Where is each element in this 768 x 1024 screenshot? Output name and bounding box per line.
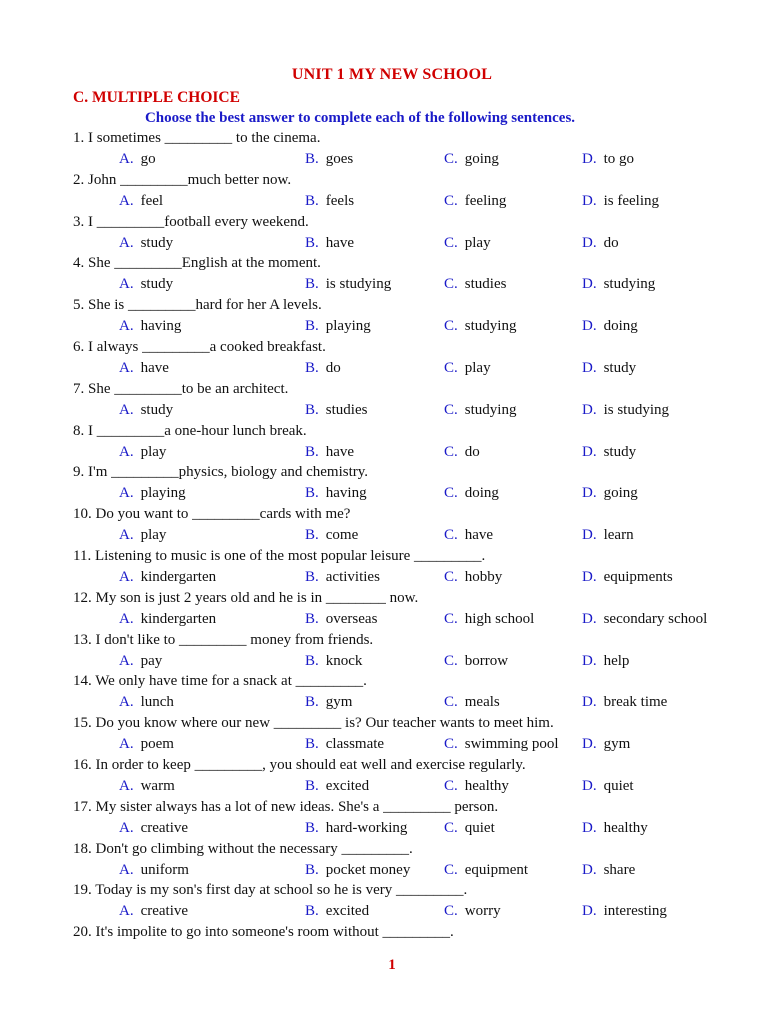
- option-text: studies: [325, 401, 368, 418]
- answer-option: [119, 651, 162, 671]
- option-letter: C.: [444, 401, 458, 418]
- option-text: do: [603, 234, 619, 251]
- answer-option: [444, 274, 506, 294]
- option-text: creative: [140, 903, 189, 920]
- option-letter: A.: [119, 443, 134, 460]
- option-letter: B.: [305, 443, 319, 460]
- option-letter: C.: [444, 234, 458, 251]
- option-text: poem: [140, 736, 174, 753]
- answer-option: [305, 901, 369, 921]
- option-letter: D.: [582, 527, 597, 544]
- option-text: hobby: [464, 569, 503, 585]
- answer-option: [444, 525, 493, 545]
- answer-option: [444, 818, 495, 838]
- option-text: healthy: [603, 819, 648, 836]
- question-text: 2. John _________much better now.: [73, 171, 292, 188]
- question-text: 18. Don't go climbing without the necessary _________.: [73, 840, 413, 857]
- answer-option: [444, 233, 491, 253]
- option-letter: C.: [444, 192, 458, 209]
- option-letter: B.: [305, 819, 319, 836]
- option-letter: A.: [119, 527, 134, 544]
- option-text: play: [464, 234, 491, 251]
- option-letter: B.: [305, 151, 319, 167]
- option-letter: A.: [119, 234, 134, 251]
- option-letter: D.: [582, 234, 597, 251]
- question-text: 16. In order to keep _________, you should eat well and exercise regularly.: [73, 757, 526, 773]
- question-text: 8. I _________a one-hour lunch break.: [73, 422, 307, 439]
- answer-option: [119, 316, 181, 336]
- option-text: lunch: [140, 694, 174, 711]
- answer-option: [582, 525, 634, 545]
- option-letter: B.: [305, 234, 319, 251]
- option-letter: B.: [305, 903, 319, 920]
- option-letter: C.: [444, 527, 458, 544]
- option-text: play: [140, 443, 167, 460]
- option-letter: A.: [119, 736, 134, 753]
- answer-option: [119, 525, 166, 545]
- option-letter: C.: [444, 276, 458, 293]
- option-letter: C.: [444, 443, 458, 460]
- option-letter: A.: [119, 151, 134, 167]
- answer-option: [582, 567, 673, 587]
- option-letter: D.: [582, 903, 597, 920]
- option-text: go: [140, 151, 156, 167]
- question-text: 1. I sometimes _________ to the cinema.: [73, 130, 321, 146]
- answer-option: [119, 149, 156, 169]
- option-letter: B.: [305, 652, 319, 669]
- option-text: playing: [140, 485, 186, 502]
- option-text: hard-working: [325, 819, 408, 836]
- answer-option: [305, 274, 391, 294]
- option-text: is studying: [603, 401, 670, 418]
- option-letter: B.: [305, 861, 319, 878]
- option-letter: A.: [119, 819, 134, 836]
- answer-option: [582, 692, 667, 712]
- option-letter: D.: [582, 736, 597, 753]
- option-text: studying: [603, 276, 656, 293]
- option-text: studying: [464, 401, 517, 418]
- answer-option: [444, 651, 508, 671]
- option-text: playing: [325, 318, 371, 335]
- option-letter: D.: [582, 819, 597, 836]
- instruction: Choose the best answer to complete each of the following sentences.: [144, 110, 576, 126]
- answer-option: [305, 776, 369, 796]
- option-text: equipment: [464, 861, 529, 878]
- answer-option: [305, 191, 354, 211]
- option-letter: C.: [444, 903, 458, 920]
- answer-option: [119, 692, 174, 712]
- option-letter: B.: [305, 401, 319, 418]
- option-letter: A.: [119, 401, 134, 418]
- option-letter: A.: [119, 610, 134, 627]
- option-text: equipments: [603, 569, 673, 585]
- option-text: going: [464, 151, 499, 167]
- question-text: 11. Listening to music is one of the most popular leisure _________.: [73, 548, 486, 564]
- option-text: break time: [603, 694, 668, 711]
- option-letter: B.: [305, 736, 319, 753]
- option-text: uniform: [140, 861, 189, 878]
- option-letter: B.: [305, 360, 319, 376]
- option-text: doing: [464, 485, 499, 502]
- option-letter: B.: [305, 276, 319, 293]
- option-letter: D.: [582, 694, 597, 711]
- option-text: doing: [603, 318, 638, 335]
- option-letter: A.: [119, 485, 134, 502]
- answer-option: [582, 358, 636, 378]
- option-letter: D.: [582, 360, 597, 376]
- option-text: have: [140, 360, 169, 376]
- option-text: come: [325, 527, 359, 544]
- answer-option: [582, 901, 667, 921]
- page-title: UNIT 1 MY NEW SCHOOL: [291, 66, 493, 83]
- question-text: 19. Today is my son's first day at school so he is very _________.: [73, 882, 468, 899]
- answer-option: [582, 400, 669, 420]
- answer-option: [119, 233, 173, 253]
- answer-option: [444, 149, 499, 169]
- answer-option: [444, 609, 534, 629]
- option-text: have: [464, 527, 494, 544]
- answer-option: [444, 734, 559, 754]
- answer-option: [119, 400, 173, 420]
- answer-option: [119, 483, 186, 503]
- option-letter: A.: [119, 694, 134, 711]
- option-letter: C.: [444, 610, 458, 627]
- option-text: having: [140, 318, 182, 335]
- option-text: creative: [140, 819, 189, 836]
- answer-option: [582, 316, 638, 336]
- option-text: quiet: [464, 819, 495, 836]
- option-text: knock: [325, 652, 363, 669]
- answer-option: [444, 316, 516, 336]
- answer-option: [119, 191, 163, 211]
- answer-option: [444, 567, 502, 587]
- option-text: study: [140, 276, 174, 293]
- option-text: is feeling: [603, 192, 659, 209]
- question-text: 20. It's impolite to go into someone's room without _________.: [73, 924, 454, 941]
- option-letter: A.: [119, 903, 134, 920]
- option-letter: C.: [444, 652, 458, 669]
- question-text: 13. I don't like to _________ money from friends.: [73, 631, 374, 648]
- answer-option: [305, 316, 371, 336]
- answer-option: [305, 860, 410, 880]
- option-text: feeling: [464, 192, 507, 209]
- option-text: goes: [325, 151, 354, 167]
- answer-option: [582, 233, 619, 253]
- answer-option: [305, 734, 384, 754]
- option-letter: B.: [305, 569, 319, 585]
- option-letter: A.: [119, 276, 134, 293]
- option-text: share: [603, 861, 636, 878]
- option-text: activities: [325, 569, 380, 585]
- option-letter: A.: [119, 360, 134, 376]
- option-letter: B.: [305, 318, 319, 335]
- answer-option: [305, 442, 354, 462]
- answer-option: [582, 274, 655, 294]
- option-text: swimming pool: [464, 736, 559, 753]
- answer-option: [444, 442, 480, 462]
- option-text: classmate: [325, 736, 385, 753]
- option-letter: B.: [305, 527, 319, 544]
- option-letter: C.: [444, 861, 458, 878]
- option-letter: A.: [119, 652, 134, 669]
- question-text: 10. Do you want to _________cards with me?: [73, 506, 351, 523]
- option-letter: A.: [119, 861, 134, 878]
- option-text: do: [464, 443, 480, 460]
- answer-option: [119, 358, 169, 378]
- option-text: play: [140, 527, 167, 544]
- option-text: meals: [464, 694, 500, 711]
- answer-option: [582, 442, 636, 462]
- answer-option: [119, 734, 174, 754]
- answer-option: [582, 483, 638, 503]
- option-text: play: [464, 360, 491, 376]
- question-text: 17. My sister always has a lot of new ideas. She's a _________ person.: [73, 798, 499, 815]
- answer-option: [582, 609, 707, 629]
- option-letter: D.: [582, 485, 597, 502]
- option-letter: B.: [305, 778, 319, 794]
- option-letter: B.: [305, 485, 319, 502]
- option-text: warm: [140, 778, 175, 794]
- answer-option: [305, 567, 380, 587]
- answer-option: [582, 651, 629, 671]
- option-text: gym: [325, 694, 353, 711]
- page-number: 1: [388, 957, 396, 973]
- option-text: feels: [325, 192, 355, 209]
- option-letter: D.: [582, 192, 597, 209]
- option-letter: D.: [582, 401, 597, 418]
- option-letter: D.: [582, 318, 597, 335]
- option-letter: D.: [582, 778, 597, 794]
- option-text: excited: [325, 778, 370, 794]
- option-letter: C.: [444, 318, 458, 335]
- option-text: study: [603, 443, 637, 460]
- answer-option: [119, 274, 173, 294]
- answer-option: [119, 567, 216, 587]
- answer-option: [582, 734, 630, 754]
- answer-option: [444, 901, 501, 921]
- option-text: borrow: [464, 652, 509, 669]
- answer-option: [305, 692, 352, 712]
- option-letter: A.: [119, 569, 134, 585]
- option-text: learn: [603, 527, 634, 544]
- answer-option: [305, 525, 358, 545]
- option-text: pocket money: [325, 861, 411, 878]
- option-text: going: [603, 485, 638, 502]
- answer-option: [582, 818, 648, 838]
- answer-option: [305, 400, 367, 420]
- answer-option: [305, 233, 354, 253]
- question-text: 7. She _________to be an architect.: [73, 380, 289, 397]
- option-text: pay: [140, 652, 163, 669]
- option-letter: D.: [582, 652, 597, 669]
- answer-option: [305, 483, 367, 503]
- option-text: excited: [325, 903, 370, 920]
- answer-option: [582, 191, 659, 211]
- option-text: healthy: [464, 778, 509, 794]
- option-text: do: [325, 360, 341, 376]
- answer-option: [305, 358, 341, 378]
- answer-option: [305, 651, 362, 671]
- question-text: 15. Do you know where our new _________ is? Our teacher wants to meet him.: [73, 715, 554, 732]
- option-letter: B.: [305, 192, 319, 209]
- question-text: 4. She _________English at the moment.: [73, 255, 321, 272]
- answer-option: [444, 191, 506, 211]
- option-text: overseas: [325, 610, 378, 627]
- option-letter: B.: [305, 610, 319, 627]
- section-title: C. MULTIPLE CHOICE: [73, 89, 240, 106]
- option-letter: D.: [582, 276, 597, 293]
- option-text: study: [140, 401, 174, 418]
- option-letter: C.: [444, 360, 458, 376]
- question-text: 6. I always _________a cooked breakfast.: [73, 339, 326, 355]
- answer-option: [582, 860, 635, 880]
- option-text: study: [140, 234, 174, 251]
- option-text: have: [325, 443, 355, 460]
- option-letter: D.: [582, 861, 597, 878]
- option-text: kindergarten: [140, 569, 217, 585]
- option-letter: D.: [582, 151, 597, 167]
- option-letter: D.: [582, 569, 597, 585]
- answer-option: [305, 149, 353, 169]
- answer-option: [444, 692, 500, 712]
- answer-option: [119, 901, 188, 921]
- answer-option: [444, 483, 499, 503]
- answer-option: [444, 860, 528, 880]
- option-letter: D.: [582, 443, 597, 460]
- answer-option: [305, 609, 377, 629]
- question-text: 3. I _________football every weekend.: [73, 213, 309, 230]
- option-letter: A.: [119, 778, 134, 794]
- answer-option: [444, 358, 491, 378]
- option-letter: D.: [582, 610, 597, 627]
- answer-option: [119, 442, 166, 462]
- answer-option: [119, 860, 189, 880]
- option-text: have: [325, 234, 355, 251]
- option-letter: B.: [305, 694, 319, 711]
- option-text: kindergarten: [140, 610, 217, 627]
- question-text: 12. My son is just 2 years old and he is in ________ now.: [73, 589, 419, 606]
- answer-option: [119, 818, 188, 838]
- option-text: secondary school: [603, 610, 708, 627]
- option-text: feel: [140, 192, 164, 209]
- option-letter: A.: [119, 318, 134, 335]
- answer-option: [582, 776, 634, 796]
- question-text: 9. I'm _________physics, biology and chemistry.: [73, 464, 369, 481]
- option-letter: C.: [444, 694, 458, 711]
- option-text: having: [325, 485, 367, 502]
- question-text: 14. We only have time for a snack at _________.: [73, 673, 367, 690]
- option-text: to go: [603, 151, 635, 167]
- answer-option: [119, 609, 216, 629]
- option-letter: C.: [444, 485, 458, 502]
- answer-option: [305, 818, 407, 838]
- option-text: worry: [464, 903, 501, 920]
- option-text: studies: [464, 276, 507, 293]
- option-text: gym: [603, 736, 631, 753]
- option-text: is studying: [325, 276, 392, 293]
- option-text: help: [603, 652, 630, 669]
- option-letter: C.: [444, 569, 458, 585]
- answer-option: [582, 149, 634, 169]
- answer-option: [444, 400, 516, 420]
- question-text: 5. She is _________hard for her A levels.: [73, 297, 322, 314]
- answer-option: [444, 776, 509, 796]
- option-text: study: [603, 360, 637, 376]
- option-letter: C.: [444, 736, 458, 753]
- option-text: quiet: [603, 778, 634, 794]
- answer-option: [119, 776, 175, 796]
- option-text: high school: [464, 610, 535, 627]
- option-letter: C.: [444, 819, 458, 836]
- option-letter: C.: [444, 778, 458, 794]
- option-text: studying: [464, 318, 517, 335]
- option-letter: A.: [119, 192, 134, 209]
- option-text: interesting: [603, 903, 667, 920]
- option-letter: C.: [444, 151, 458, 167]
